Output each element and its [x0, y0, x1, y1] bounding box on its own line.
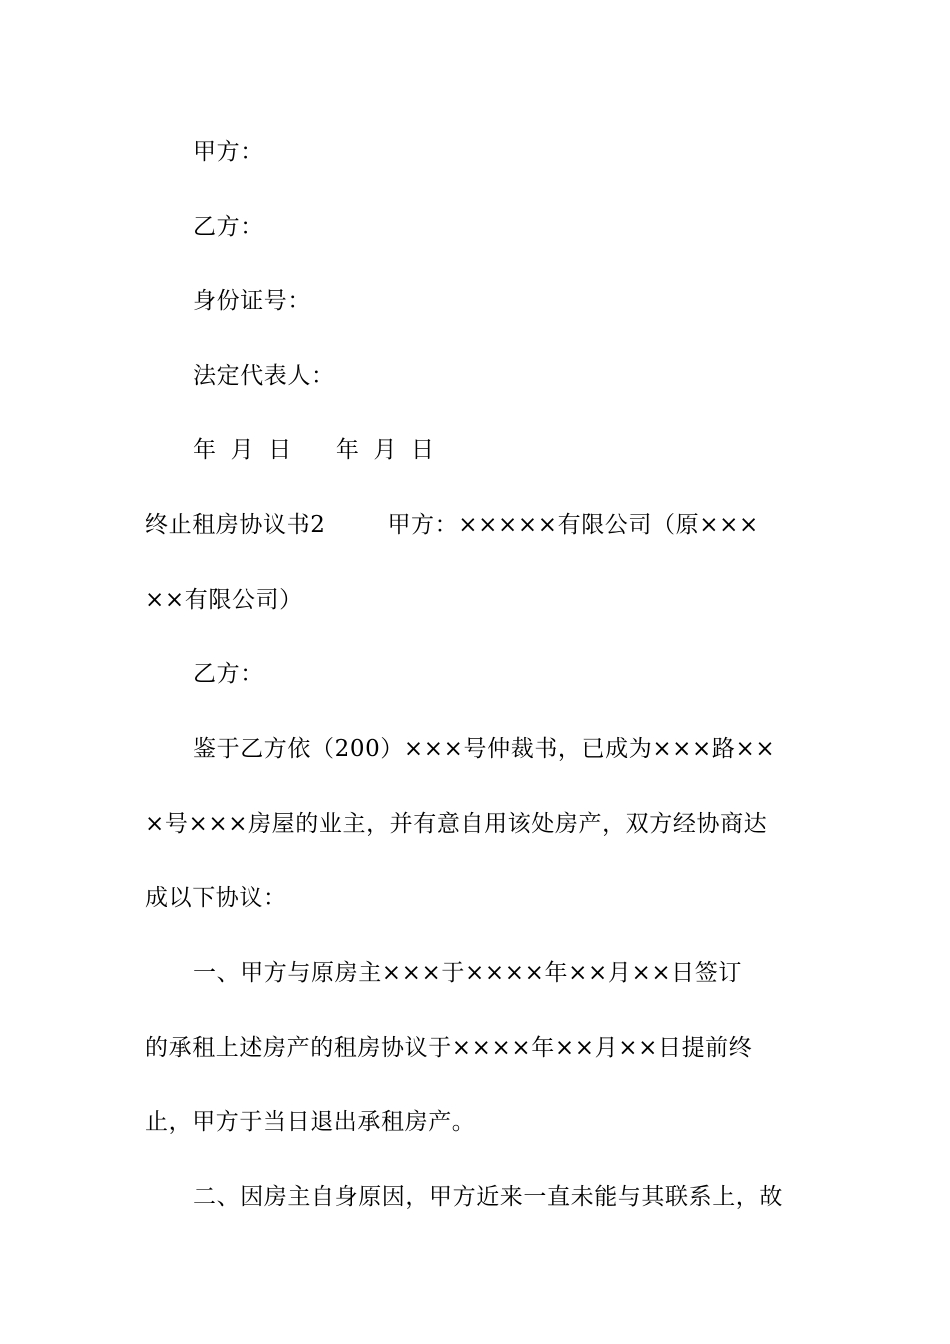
recital-line-1: 鉴于乙方依（200）×××号仲裁书，已成为×××路×× [193, 736, 776, 762]
party-b-2-label: 乙方： [193, 661, 264, 687]
party-a-label: 甲方： [193, 139, 264, 165]
signature-dates [193, 435, 435, 465]
date-a-month: 月 [230, 437, 255, 463]
date-a-day: 日 [268, 437, 292, 463]
agreement-2-heading [145, 510, 759, 540]
clause-1-line-2: 的承租上述房产的租房协议于××××年××月××日提前终 [145, 1035, 753, 1061]
recital-line-3: 成以下协议： [145, 885, 287, 911]
clause-2-line-1: 二、因房主自身原因，甲方近来一直未能与其联系上，故 [193, 1184, 783, 1210]
date-b-year: 年 [335, 437, 360, 463]
id-number-label: 身份证号： [193, 288, 311, 314]
clause-1-line-3: 止，甲方于当日退出承租房产。 [145, 1109, 476, 1135]
recital-line-2: ×号×××房屋的业主，并有意自用该处房产，双方经协商达 [145, 811, 768, 837]
clause-1-line-1: 一、甲方与原房主×××于××××年××月××日签订 [193, 960, 742, 986]
date-b-month: 月 [373, 437, 398, 463]
date-b-day: 日 [411, 437, 435, 463]
date-a-year: 年 [193, 437, 217, 463]
party-b-label: 乙方： [193, 214, 264, 240]
party-a-2-line-1: 甲方：×××××有限公司（原××× [387, 512, 759, 538]
party-a-2-line-2: ××有限公司） [145, 587, 303, 613]
agreement-2-title: 终止租房协议书2 [145, 512, 326, 538]
legal-representative-label: 法定代表人： [193, 363, 335, 389]
